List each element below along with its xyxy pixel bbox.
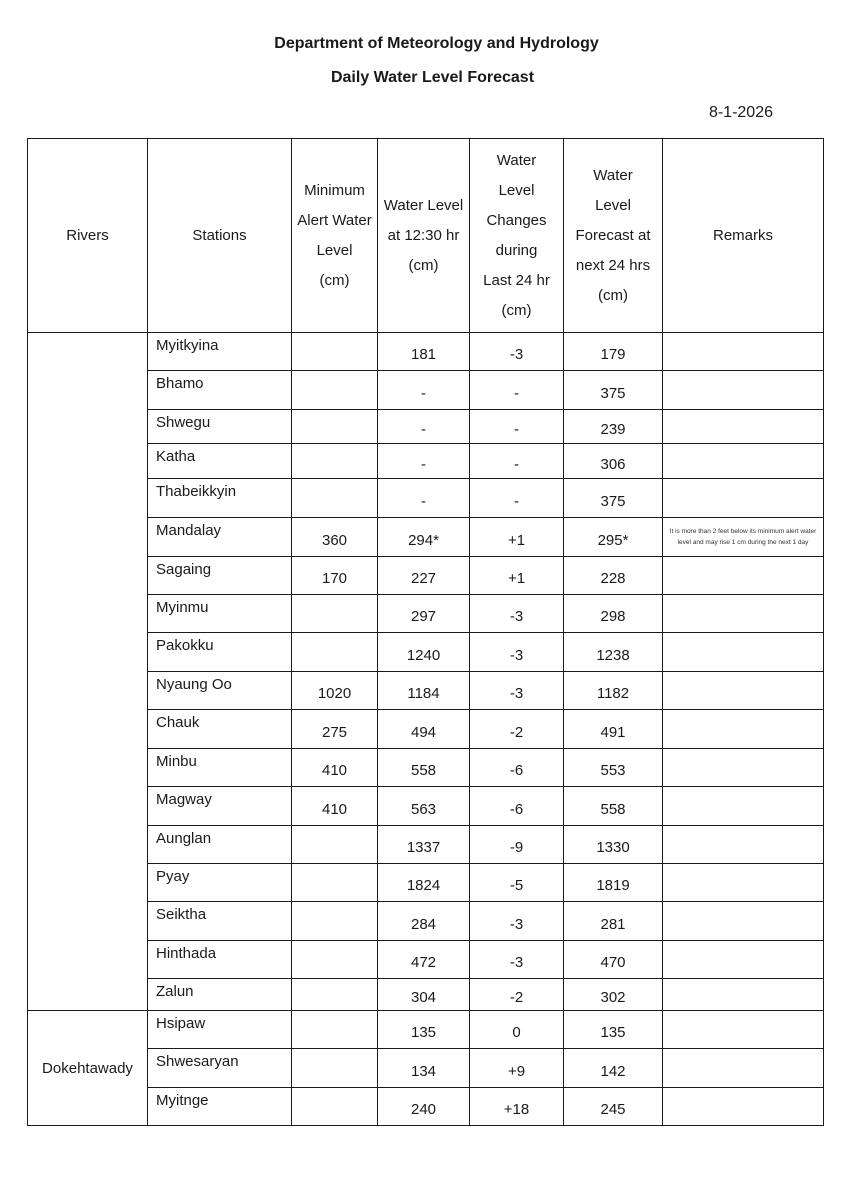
- table-row: [28, 479, 824, 518]
- remarks-cell: [663, 902, 824, 941]
- station-cell: Aunglan: [148, 826, 292, 864]
- change-cell: -3: [470, 633, 564, 672]
- change-cell: +1: [470, 557, 564, 595]
- water-level-cell: 284: [378, 902, 470, 941]
- station-cell: Mandalay: [148, 518, 292, 557]
- water-level-cell: -: [378, 410, 470, 444]
- remarks-cell: [663, 410, 824, 444]
- table-row: [28, 710, 824, 749]
- min-alert-cell: [292, 595, 378, 633]
- water-level-cell: 134: [378, 1049, 470, 1088]
- remarks-cell: [663, 672, 824, 710]
- min-alert-cell: [292, 941, 378, 979]
- header-row: [28, 139, 824, 333]
- min-alert-cell: [292, 979, 378, 1011]
- station-cell: Zalun: [148, 979, 292, 1011]
- change-cell: +1: [470, 518, 564, 557]
- water-level-cell: 181: [378, 333, 470, 371]
- forecast-cell: 298: [564, 595, 663, 633]
- col-header-changes: Water Level Changes during Last 24 hr (cm): [470, 139, 564, 333]
- change-cell: +9: [470, 1049, 564, 1088]
- station-cell: Shwegu: [148, 410, 292, 444]
- change-cell: -3: [470, 595, 564, 633]
- remarks-cell: [663, 1088, 824, 1126]
- station-cell: Katha: [148, 444, 292, 479]
- change-cell: -3: [470, 941, 564, 979]
- col-header-forecast: Water Level Forecast at next 24 hrs (cm): [564, 139, 663, 333]
- change-cell: -: [470, 444, 564, 479]
- table-row: [28, 902, 824, 941]
- station-cell: Myinmu: [148, 595, 292, 633]
- water-level-cell: -: [378, 371, 470, 410]
- station-cell: Nyaung Oo: [148, 672, 292, 710]
- forecast-cell: 306: [564, 444, 663, 479]
- table-row: [28, 1011, 824, 1049]
- report-date: 8-1-2026: [708, 104, 773, 121]
- station-cell: Hinthada: [148, 941, 292, 979]
- forecast-cell: 1238: [564, 633, 663, 672]
- forecast-cell: 228: [564, 557, 663, 595]
- remarks-cell: [663, 787, 824, 826]
- page-title: Daily Water Level Forecast: [330, 69, 535, 86]
- col-header-stations: Stations: [148, 139, 292, 333]
- remarks-cell: [663, 749, 824, 787]
- water-level-cell: 1824: [378, 864, 470, 902]
- remarks-cell: It is more than 2 feet below its minimum alert water level and may rise 1 cm during the next 1 day: [663, 518, 824, 557]
- change-cell: -9: [470, 826, 564, 864]
- station-cell: Myitkyina: [148, 333, 292, 371]
- table-row: [28, 410, 824, 444]
- table-row: [28, 595, 824, 633]
- station-cell: Myitnge: [148, 1088, 292, 1126]
- min-alert-cell: 410: [292, 787, 378, 826]
- forecast-cell: 491: [564, 710, 663, 749]
- table-row: [28, 1088, 824, 1126]
- remarks-cell: [663, 1049, 824, 1088]
- change-cell: +18: [470, 1088, 564, 1126]
- remarks-cell: [663, 595, 824, 633]
- change-cell: -2: [470, 710, 564, 749]
- forecast-cell: 1330: [564, 826, 663, 864]
- remarks-cell: [663, 479, 824, 518]
- remarks-cell: [663, 979, 824, 1011]
- department-title: Department of Meteorology and Hydrology: [274, 35, 599, 52]
- table-row: [28, 941, 824, 979]
- water-level-cell: 294*: [378, 518, 470, 557]
- col-header-remarks: Remarks: [663, 139, 824, 333]
- station-cell: Shwesaryan: [148, 1049, 292, 1088]
- change-cell: -6: [470, 787, 564, 826]
- table-row: [28, 787, 824, 826]
- water-level-cell: 227: [378, 557, 470, 595]
- min-alert-cell: [292, 864, 378, 902]
- col-header-rivers: Rivers: [28, 139, 148, 333]
- min-alert-cell: [292, 333, 378, 371]
- forecast-cell: 239: [564, 410, 663, 444]
- col-header-min-alert: Minimum Alert Water Level (cm): [292, 139, 378, 333]
- min-alert-cell: [292, 1049, 378, 1088]
- station-cell: Seiktha: [148, 902, 292, 941]
- forecast-cell: 1819: [564, 864, 663, 902]
- water-level-cell: 563: [378, 787, 470, 826]
- min-alert-cell: [292, 371, 378, 410]
- remarks-cell: [663, 710, 824, 749]
- river-cell: [28, 333, 148, 1011]
- table-row: [28, 864, 824, 902]
- water-level-cell: 240: [378, 1088, 470, 1126]
- remarks-cell: [663, 557, 824, 595]
- forecast-cell: 295*: [564, 518, 663, 557]
- water-level-cell: 304: [378, 979, 470, 1011]
- forecast-cell: 553: [564, 749, 663, 787]
- water-level-cell: -: [378, 444, 470, 479]
- water-level-cell: -: [378, 479, 470, 518]
- remarks-cell: [663, 941, 824, 979]
- table-row: [28, 1049, 824, 1088]
- water-level-cell: 1240: [378, 633, 470, 672]
- min-alert-cell: [292, 410, 378, 444]
- table-row: [28, 672, 824, 710]
- station-cell: Thabeikkyin: [148, 479, 292, 518]
- min-alert-cell: [292, 1088, 378, 1126]
- table-row: [28, 749, 824, 787]
- change-cell: -2: [470, 979, 564, 1011]
- change-cell: 0: [470, 1011, 564, 1049]
- forecast-cell: 558: [564, 787, 663, 826]
- change-cell: -: [470, 371, 564, 410]
- river-cell: Dokehtawady: [28, 1011, 148, 1126]
- remarks-cell: [663, 333, 824, 371]
- forecast-cell: 302: [564, 979, 663, 1011]
- remarks-cell: [663, 444, 824, 479]
- forecast-cell: 179: [564, 333, 663, 371]
- forecast-cell: 245: [564, 1088, 663, 1126]
- station-cell: Bhamo: [148, 371, 292, 410]
- table-row: [28, 979, 824, 1011]
- min-alert-cell: 275: [292, 710, 378, 749]
- forecast-cell: 375: [564, 371, 663, 410]
- station-cell: Chauk: [148, 710, 292, 749]
- table-row: [28, 333, 824, 371]
- water-level-cell: 1337: [378, 826, 470, 864]
- water-level-cell: 558: [378, 749, 470, 787]
- remarks-cell: [663, 826, 824, 864]
- min-alert-cell: 410: [292, 749, 378, 787]
- water-level-cell: 494: [378, 710, 470, 749]
- min-alert-cell: 170: [292, 557, 378, 595]
- col-header-water-level: Water Level at 12:30 hr (cm): [378, 139, 470, 333]
- forecast-cell: 375: [564, 479, 663, 518]
- min-alert-cell: 1020: [292, 672, 378, 710]
- water-level-cell: 297: [378, 595, 470, 633]
- station-cell: Magway: [148, 787, 292, 826]
- change-cell: -5: [470, 864, 564, 902]
- station-cell: Pyay: [148, 864, 292, 902]
- forecast-cell: 281: [564, 902, 663, 941]
- station-cell: Minbu: [148, 749, 292, 787]
- water-level-cell: 135: [378, 1011, 470, 1049]
- change-cell: -3: [470, 672, 564, 710]
- remarks-cell: [663, 371, 824, 410]
- min-alert-cell: [292, 444, 378, 479]
- water-level-cell: 472: [378, 941, 470, 979]
- table-row: [28, 557, 824, 595]
- change-cell: -: [470, 410, 564, 444]
- min-alert-cell: [292, 902, 378, 941]
- min-alert-cell: [292, 633, 378, 672]
- forecast-cell: 470: [564, 941, 663, 979]
- change-cell: -3: [470, 333, 564, 371]
- min-alert-cell: 360: [292, 518, 378, 557]
- remarks-cell: [663, 1011, 824, 1049]
- remarks-cell: [663, 633, 824, 672]
- min-alert-cell: [292, 479, 378, 518]
- min-alert-cell: [292, 1011, 378, 1049]
- change-cell: -: [470, 479, 564, 518]
- table-row: [28, 518, 824, 557]
- water-level-table: [27, 138, 824, 1126]
- station-cell: Sagaing: [148, 557, 292, 595]
- min-alert-cell: [292, 826, 378, 864]
- forecast-cell: 1182: [564, 672, 663, 710]
- water-level-cell: 1184: [378, 672, 470, 710]
- change-cell: -3: [470, 902, 564, 941]
- forecast-cell: 142: [564, 1049, 663, 1088]
- table-row: [28, 371, 824, 410]
- station-cell: Hsipaw: [148, 1011, 292, 1049]
- table-row: [28, 633, 824, 672]
- change-cell: -6: [470, 749, 564, 787]
- station-cell: Pakokku: [148, 633, 292, 672]
- table-row: [28, 826, 824, 864]
- forecast-cell: 135: [564, 1011, 663, 1049]
- table-row: [28, 444, 824, 479]
- remarks-cell: [663, 864, 824, 902]
